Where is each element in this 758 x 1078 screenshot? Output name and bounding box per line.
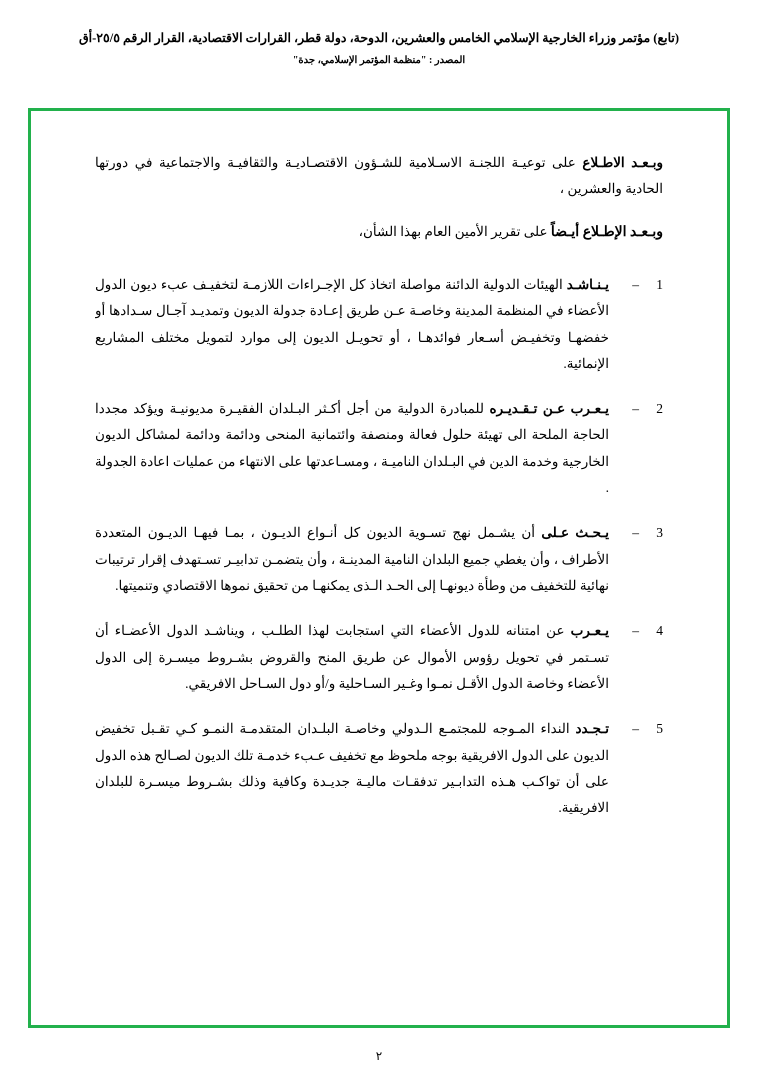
list-item bbox=[95, 272, 663, 377]
header-source: المصدر : "منظمة المؤتمر الإسلامي، جدة" bbox=[292, 54, 466, 66]
list-item-dash: – bbox=[632, 401, 639, 417]
list-item-dash: – bbox=[632, 623, 639, 639]
list-item-text bbox=[95, 272, 609, 377]
list-item-text bbox=[95, 396, 609, 501]
list-item-body: الهيئات الدولية الدائنة مواصلة اتخاذ كل الإجـراءات اللازمـة لتخفيـف عبء ديون الدول الأعضاء في المنظمة المدينة وخاصـة عـن طريق إعـادة جدولة الديون وتمديـد آجـال سـدادها أو خفضهـا وتخفيـض أسـعار فوائدهـا ، أو تحويـل الديون إلى موارد لتمويل مختلف المشاريع الإنمائية. bbox=[95, 276, 609, 371]
document-body bbox=[95, 150, 663, 1008]
list-item-lead: يـعـرب عـن تـقـديـره bbox=[489, 401, 609, 417]
list-item-body: عن امتنانه للدول الأعضاء التي استجابت لهذا الطلـب ، ويناشـد الدول الأعضـاء أن تسـتمر في تحويل رؤوس الأموال عن طريق المنح والقروض بشـروط ميسـرة إلى الدول الأعضاء وخاصة الدول الأقـل نمـوا وغـير السـاحلية و/أو دول السـاحل الافريقي. bbox=[95, 623, 609, 691]
list-item bbox=[95, 618, 663, 697]
list-item-body: النداء المـوجه للمجتمـع الـدولي وخاصـة البلـدان المتقدمـة النمـو كـي تقـبل تخفيض الديون على الدول الافريقية بوجه ملحوظ مع تخفيف عـبء خدمـة تلك الديون لصـالح هذه الدول على أن تواكـب هـذه التدابـير تدفقـات ماليـة جديـدة وكافية وذلك بشـروط ميسـرة للبلدان الافريقية. bbox=[95, 721, 609, 816]
list-item bbox=[95, 520, 663, 599]
list-item bbox=[95, 716, 663, 821]
list-item-body: للمبادرة الدولية من أجل أكـثر البـلدان الفقيـرة مديونيـة ويؤكد مجددا الحاجة الملحة الى تهيئة حلول فعالة ومنصفة وائتمانية المنحى ودائمة ودائمة لمشاكل الديون الخارجية وخدمة الدين في البـلدان الناميـة ، ومسـاعدتها على الانتهاء من عمليات اعادة الجدولة . bbox=[95, 401, 609, 496]
list-item-number: 2 bbox=[656, 401, 663, 417]
list-item-marker bbox=[609, 618, 663, 644]
paragraph-intro-2 bbox=[95, 219, 663, 246]
list-item-lead: تـجـدد bbox=[575, 721, 609, 737]
header-title: (تابع) مؤتمر وزراء الخارجية الإسلامي الخامس والعشرين، الدوحة، دولة قطر، القرارات الاقتصادية، القرار الرقم ٢٥/٥-أق bbox=[78, 31, 680, 45]
list-item-lead: يـنـاشـد bbox=[566, 276, 609, 292]
list-item-marker bbox=[609, 716, 663, 742]
list-item-text bbox=[95, 618, 609, 697]
list-item-dash: – bbox=[632, 525, 639, 541]
list-item-number: 5 bbox=[656, 721, 663, 737]
list-item-number: 3 bbox=[656, 525, 663, 541]
list-item-lead: يـحـث عـلى bbox=[541, 525, 609, 541]
list-item-text bbox=[95, 520, 609, 599]
list-item-lead: يـعـرب bbox=[570, 623, 609, 639]
list-item-body: أن يشـمل نهج تسـوية الديون كل أنـواع الديـون ، بمـا فيهـا الديـون المتعددة الأطراف ، وأن يغطي جميع البلدان النامية المدينـة ، وأن يتضمـن تدابيـر تسـتهدف إقرار ترتيبات نهائية للتخفيف من وطأة ديونهـا إلى الحـد الـذى يمكنهـا من تحقيق نموها الاقتصادي وتنميتها. bbox=[95, 525, 609, 594]
page-header bbox=[0, 0, 758, 68]
list-item-dash: – bbox=[632, 721, 639, 737]
list-item-text bbox=[95, 716, 609, 821]
list-item-number: 4 bbox=[656, 623, 663, 639]
paragraph-intro-2-lead: وبـعـد الإطـلاع أيـضاً bbox=[550, 224, 663, 240]
paragraph-intro-1-text: على توعيـة اللجنـة الاسـلامية للشـؤون الاقتصـاديـة والثقافيـة والاجتماعية في دورتها الحادية والعشرين ، bbox=[95, 155, 663, 197]
paragraph-intro-1-lead: وبـعـد الاطـلاع bbox=[582, 155, 663, 170]
paragraph-intro-1 bbox=[95, 150, 663, 203]
page-footer bbox=[0, 1049, 758, 1064]
list-item-marker bbox=[609, 520, 663, 546]
list-item-marker bbox=[609, 396, 663, 422]
paragraph-intro-2-text: على تقرير الأمين العام بهذا الشأن، bbox=[358, 223, 551, 239]
page-number: ٢ bbox=[375, 1049, 383, 1063]
list-item-marker bbox=[609, 272, 663, 298]
list-item bbox=[95, 396, 663, 501]
list-item-number: 1 bbox=[656, 276, 663, 292]
list-item-dash: – bbox=[632, 276, 639, 292]
